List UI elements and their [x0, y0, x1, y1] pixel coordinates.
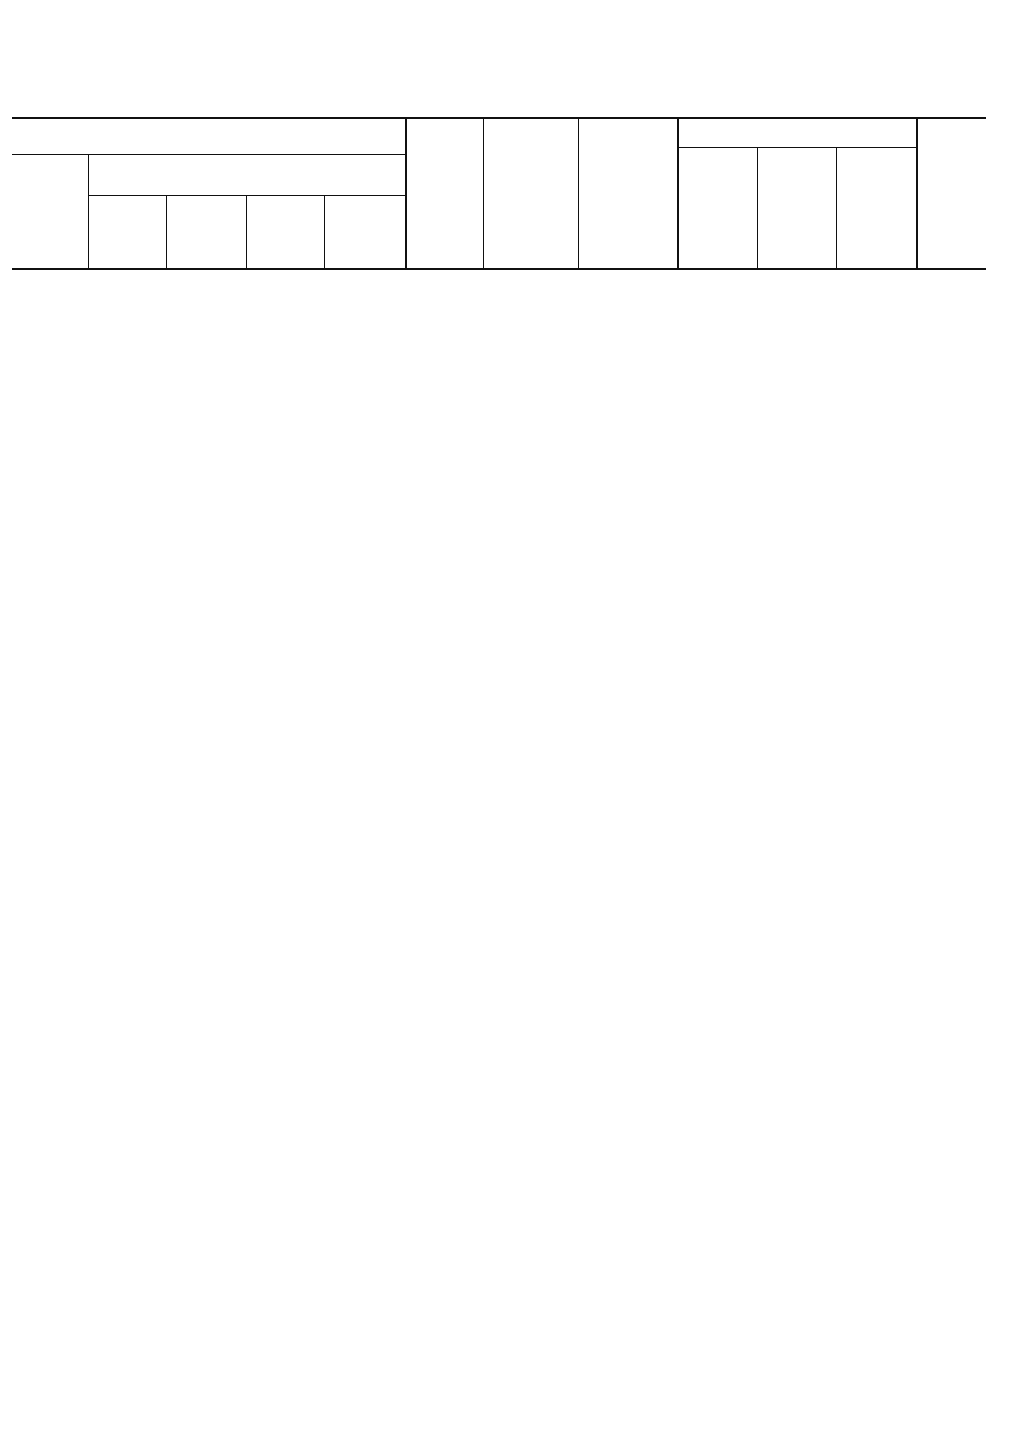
header-separator — [757, 147, 758, 268]
header-top-rule — [12, 117, 986, 119]
header-separator — [578, 119, 579, 268]
header-separator — [246, 195, 247, 268]
header-bottom-rule — [12, 268, 986, 270]
header-separator — [679, 147, 916, 148]
header-separator — [88, 154, 89, 268]
header-separator — [324, 195, 325, 268]
header-separator — [916, 119, 918, 268]
header-separator — [483, 119, 484, 268]
header-separator — [166, 195, 167, 268]
header-separator — [836, 147, 837, 268]
header-separator — [88, 195, 405, 196]
header-separator — [405, 119, 407, 268]
header-separator — [677, 119, 679, 268]
header-separator — [12, 154, 405, 155]
